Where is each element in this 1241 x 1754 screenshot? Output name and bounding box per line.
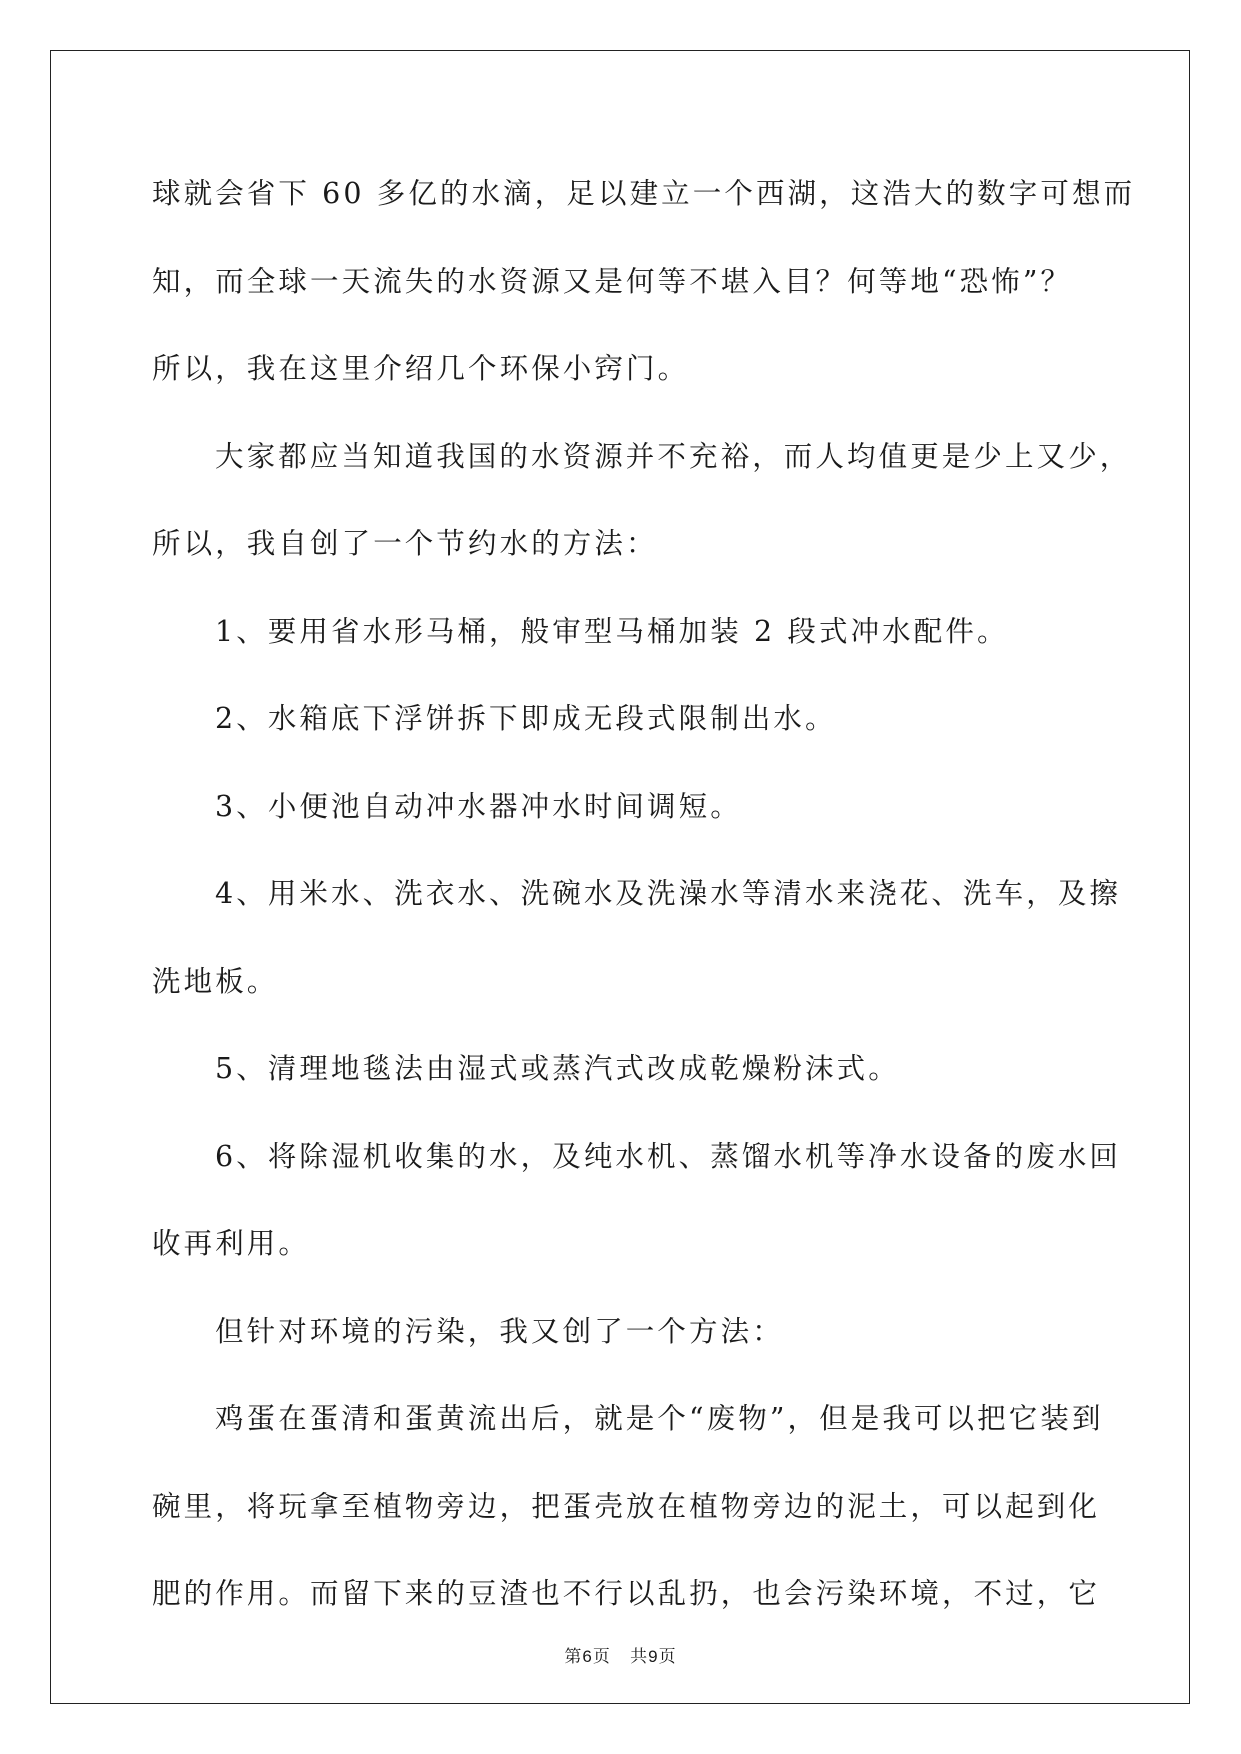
text-line: 收再利用。 xyxy=(152,1227,311,1260)
text-line: 鸡蛋在蛋清和蛋黄流出后，就是个“废物”，但是我可以把它装到 xyxy=(215,1402,1104,1435)
text-line: 但针对环境的污染，我又创了一个方法： xyxy=(215,1314,784,1348)
total-label-suffix: 页 xyxy=(658,1647,677,1667)
current-page-number: 6 xyxy=(582,1647,593,1666)
text-line: 所以，我自创了一个节约水的方法： xyxy=(152,527,658,560)
page-label-suffix: 页 xyxy=(592,1647,611,1667)
text-line: 大家都应当知道我国的水资源并不充裕，而人均值更是少上又少， xyxy=(215,439,1132,473)
list-item: 5、清理地毯法由湿式或蒸汽式改成乾燥粉沫式。 xyxy=(215,1052,900,1085)
page-label-prefix: 第 xyxy=(564,1647,583,1667)
list-item: 6、将除湿机收集的水，及纯水机、蒸馏水机等净水设备的废水回 xyxy=(215,1139,1122,1173)
text-line: 肥的作用。而留下来的豆渣也不行以乱扔，也会污染环境，不过，它 xyxy=(152,1577,1101,1610)
list-item: 3、小便池自动冲水器冲水时间调短。 xyxy=(215,789,742,823)
list-item: 1、要用省水形马桶，般审型马桶加装 2 段式冲水配件。 xyxy=(215,614,1009,648)
total-page-number: 9 xyxy=(648,1647,659,1666)
document-body xyxy=(152,150,1136,1638)
text-line: 所以，我在这里介绍几个环保小窍门。 xyxy=(152,352,690,385)
text-line: 知，而全球一天流失的水资源又是何等不堪入目？何等地“恐怖”？ xyxy=(152,264,1073,298)
list-item: 2、水箱底下浮饼拆下即成无段式限制出水。 xyxy=(215,702,837,735)
text-block xyxy=(152,150,1136,1638)
list-item: 4、用米水、洗衣水、洗碗水及洗澡水等清水来浇花、洗车，及擦 xyxy=(215,877,1122,910)
page-footer xyxy=(0,1642,1241,1667)
total-label-prefix: 共 xyxy=(630,1647,649,1667)
text-line: 球就会省下 60 多亿的水滴，足以建立一个西湖，这浩大的数字可想而 xyxy=(152,177,1136,210)
text-line: 碗里，将玩拿至植物旁边，把蛋壳放在植物旁边的泥土，可以起到化 xyxy=(152,1489,1101,1523)
text-line: 洗地板。 xyxy=(152,964,279,998)
